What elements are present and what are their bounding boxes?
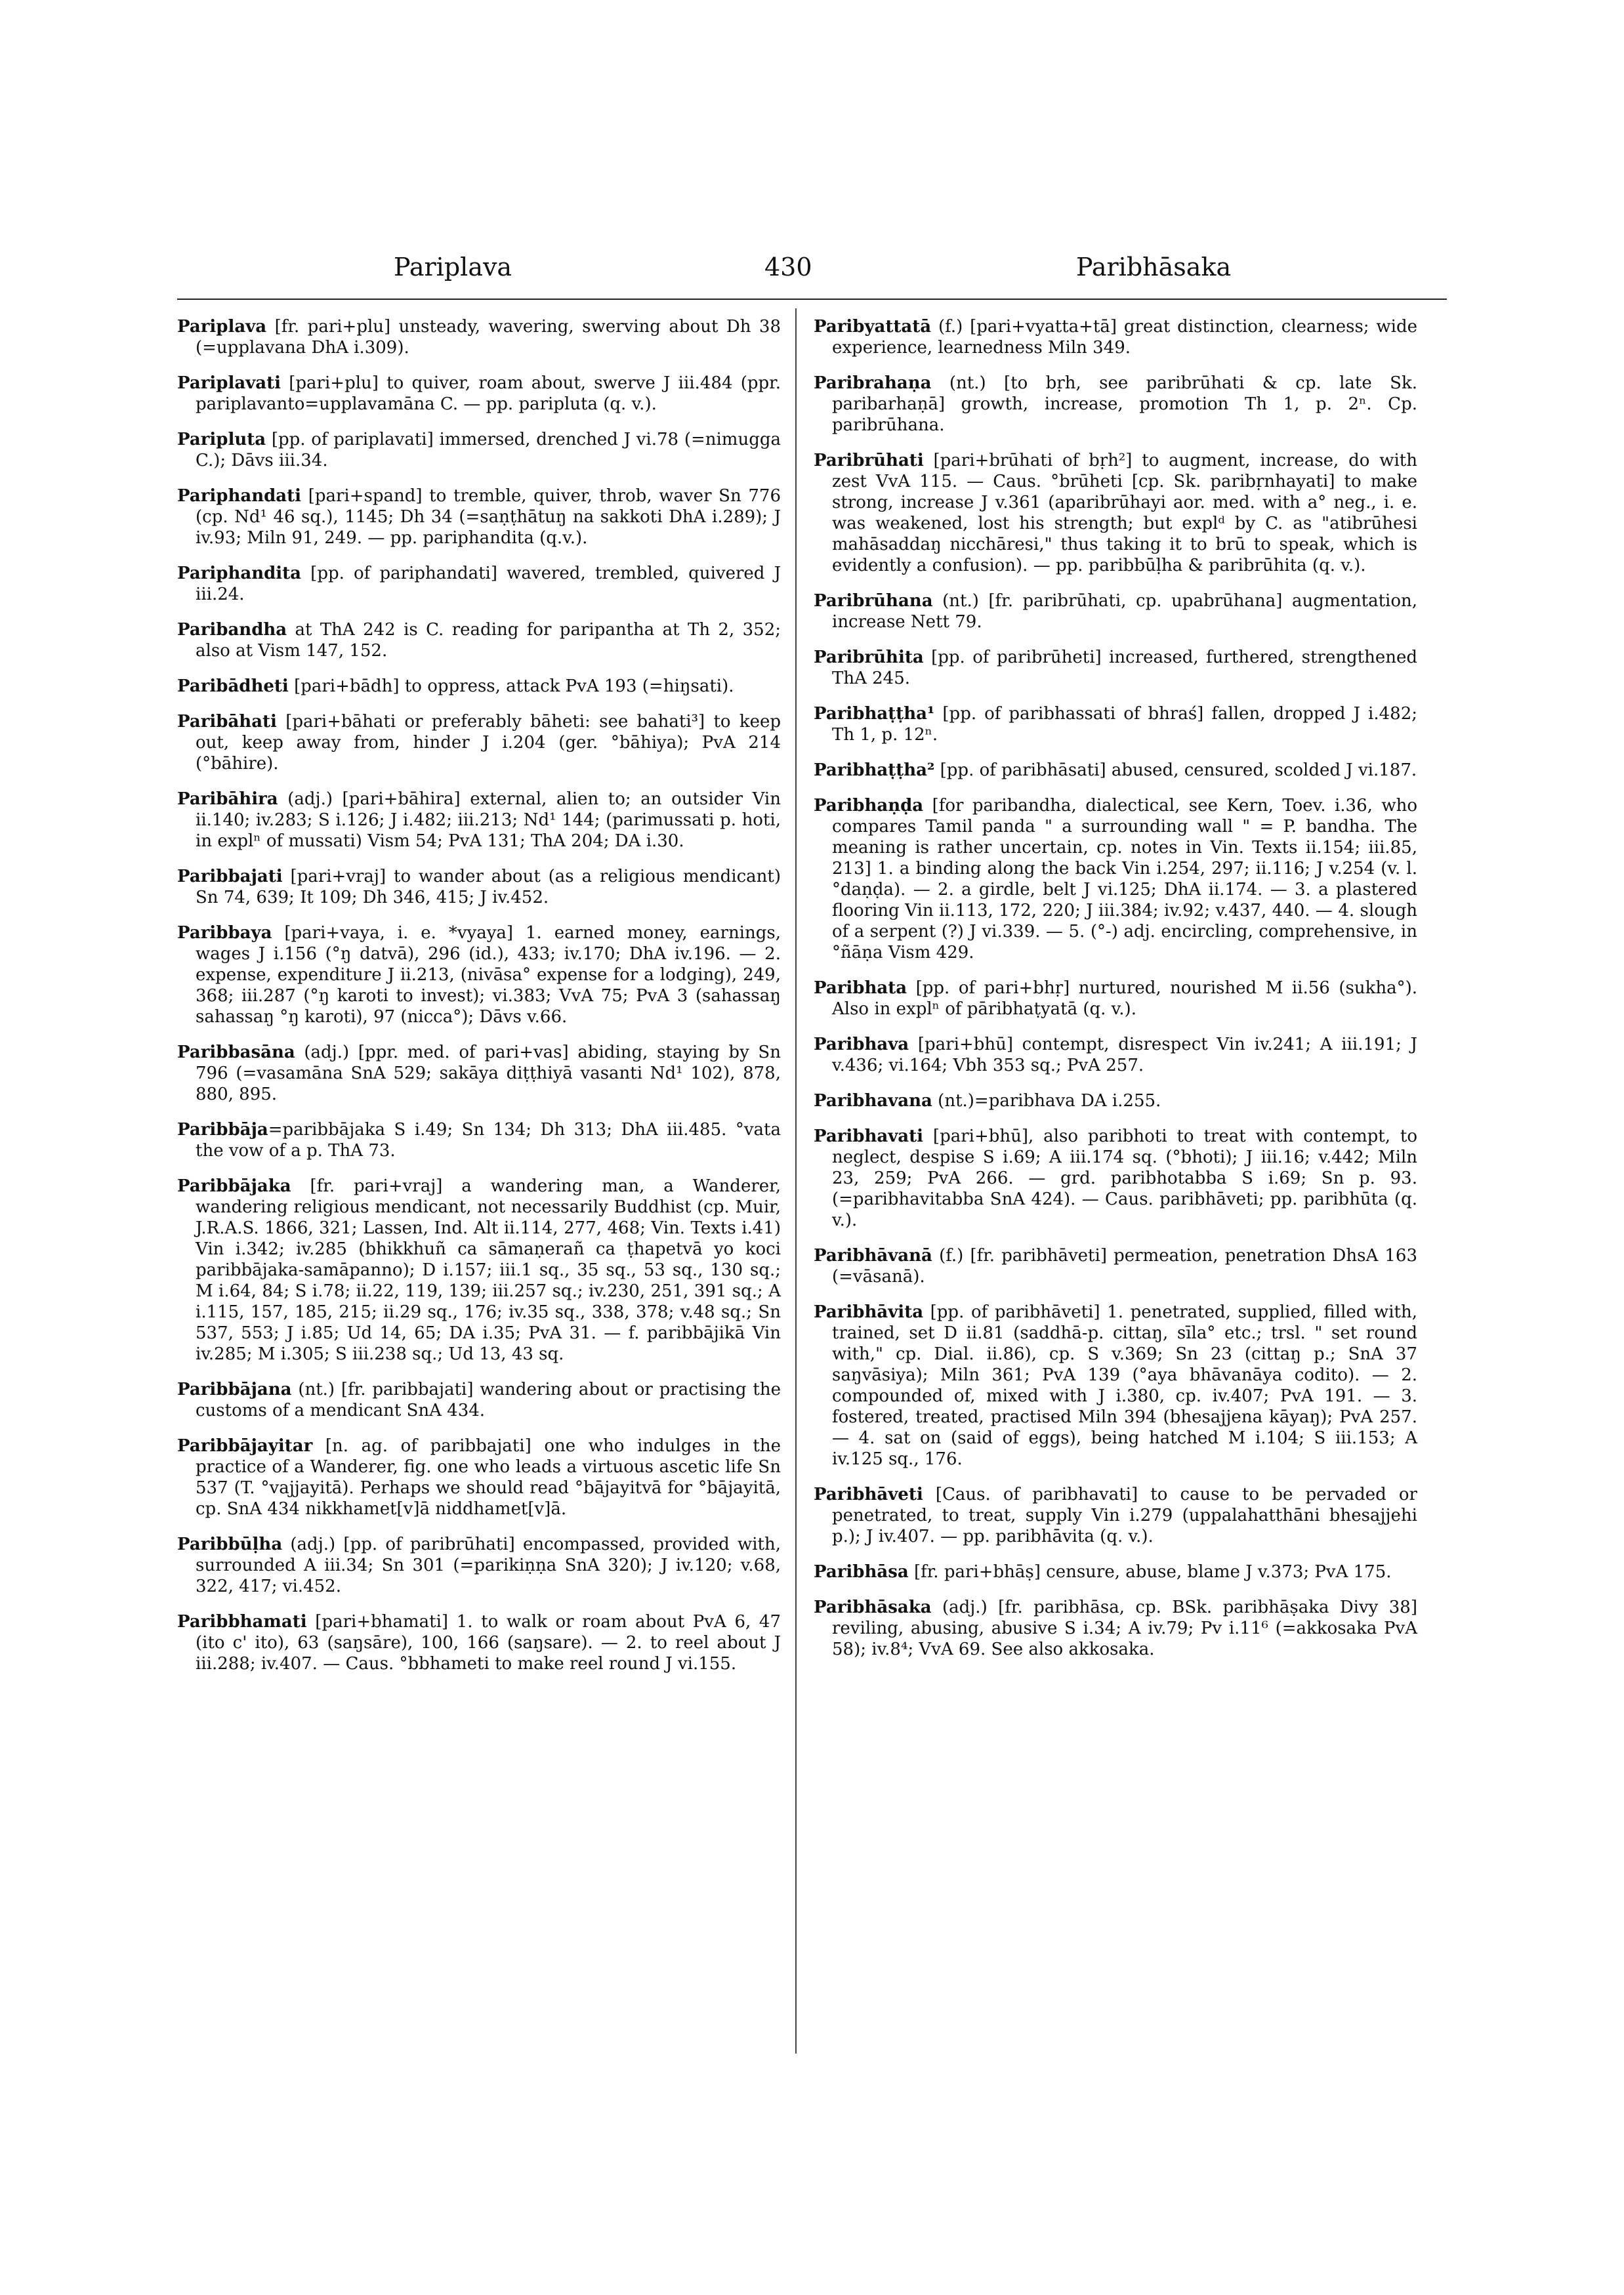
entry-headword: Paribbūḷha <box>177 1535 283 1554</box>
entry-headword: Paribhavana <box>814 1091 932 1111</box>
entry-definition: [fr. pari+bhāṣ] censure, abuse, blame J v.373; PvA 175. <box>908 1562 1392 1582</box>
entry-definition: [pari+bhū] contempt, disrespect Vin iv.241; A iii.191; J v.436; vi.164; Vbh 353 sq.; PvA 257. <box>832 1035 1417 1075</box>
entry-definition: [pp. of pariphandati] wavered, trembled, quivered J iii.24. <box>196 564 781 604</box>
dictionary-entry <box>814 1034 1417 1076</box>
entry-definition: (adj.) [ppr. med. of pari+vas] abiding, staying by Sn 796 (=vasamāna SnA 529; sakāya diṭṭhiyā vasanti Nd¹ 102), 878, 880, 895. <box>196 1043 781 1104</box>
dictionary-entry <box>177 316 781 358</box>
dictionary-entry <box>177 563 781 605</box>
entry-headword: Paribhāvita <box>814 1302 924 1322</box>
entry-headword: Paribāhira <box>177 789 278 809</box>
entry-headword: Paribbājaka <box>177 1176 291 1196</box>
entry-definition: [pp. of pari+bhṛ] nurtured, nourished M ii.56 (sukha°). Also in explⁿ of pāribhaṭyatā (q. v.). <box>832 978 1417 1019</box>
entry-headword: Paribhaṭṭha¹ <box>814 704 935 724</box>
entry-definition: [fr. pari+plu] unsteady, wavering, swerving about Dh 38 (=upplavana DhA i.309). <box>196 317 781 358</box>
dictionary-entry <box>814 703 1417 745</box>
dictionary-entry <box>814 1561 1417 1582</box>
dictionary-entry <box>814 316 1417 358</box>
dictionary-entry <box>177 866 781 908</box>
dictionary-entry <box>177 1534 781 1597</box>
dictionary-entry <box>177 922 781 1027</box>
entry-definition: [pp. of paribrūheti] increased, furthered, strengthened ThA 245. <box>832 648 1417 688</box>
dictionary-entry <box>814 760 1417 781</box>
entry-definition: at ThA 242 is C. reading for paripantha at Th 2, 352; also at Vism 147, 152. <box>196 620 781 661</box>
entry-headword: Paribbasāna <box>177 1043 295 1062</box>
entry-headword: Paribbāja <box>177 1120 268 1140</box>
dictionary-entry <box>177 486 781 548</box>
dictionary-entry <box>177 1436 781 1520</box>
column-divider <box>795 308 797 2054</box>
entry-definition: [pp. of paribhāsati] abused, censured, scolded J vi.187. <box>934 760 1417 780</box>
entry-headword: Paribyattatā <box>814 317 932 337</box>
entry-definition: [pari+vaya, i. e. *vyaya] 1. earned money, earnings, wages J i.156 (°ŋ datvā), 296 (id.), 433; iv.170; DhA iv.196. — 2. expense, expenditure J ii.213, (nivāsa° expense for a lodging), 249, 368; iii.287 (°ŋ karoti to invest); vi.383; VvA 75; PvA 3 (sahassaŋ sahassaŋ °ŋ karoti), 97 (nicca°); Dāvs v.66. <box>196 923 781 1027</box>
dictionary-entry <box>177 1042 781 1105</box>
entry-headword: Paribbājayitar <box>177 1436 313 1456</box>
entry-headword: Paribhava <box>814 1035 909 1054</box>
dictionary-entry <box>814 1484 1417 1547</box>
dictionary-entry <box>177 619 781 661</box>
dictionary-entry <box>814 373 1417 436</box>
entry-definition: (adj.) [pp. of paribrūhati] encompassed, provided with, surrounded A iii.34; Sn 301 (=parikiṇṇa SnA 320); J iv.120; v.68, 322, 417; vi.452. <box>196 1535 781 1596</box>
entry-headword: Paribāhati <box>177 712 277 732</box>
entry-headword: Paribhaṭṭha² <box>814 760 935 780</box>
entry-headword: Pariphandati <box>177 486 302 506</box>
entry-definition: [pari+vraj] to wander about (as a religious mendicant) Sn 74, 639; It 109; Dh 346, 415; J iv.452. <box>196 867 781 907</box>
right-column <box>814 316 1417 1674</box>
entry-headword: Pariphandita <box>177 564 302 583</box>
entry-headword: Paribhaṇḍa <box>814 796 924 816</box>
dictionary-entry <box>814 450 1417 576</box>
entry-definition: [pari+bādh] to oppress, attack PvA 193 (=hiŋsati). <box>288 676 734 696</box>
entry-definition: [n. ag. of paribbajati] one who indulges in the practice of a Wanderer, fig. one who leads a virtuous ascetic life Sn 537 (T. °vajjayitā). Perhaps we should read °bājayitvā for °bājayitā, cp. SnA 434 nikkhamet[v]ā niddhamet[v]ā. <box>196 1436 781 1519</box>
dictionary-entry <box>177 429 781 471</box>
entry-definition: [for paribandha, dialectical, see Kern, Toev. i.36, who compares Tamil panda " a surrounding wall " = P. bandha. The meaning is rather uncertain, cp. notes in Vin. Texts ii.154; iii.85, 213] 1. a binding along the back Vin i.254, 297; ii.116; J v.254 (v. l. °daṇḍa). — 2. a girdle, belt J vi.125; DhA ii.174. — 3. a plastered flooring Vin ii.113, 172, 220; J iii.384; iv.92; v.437, 440. — 4. slough of a serpent (?) J vi.339. — 5. (°-) adj. encircling, comprehensive, in °ñāṇa Vism 429. <box>832 796 1417 962</box>
dictionary-entry <box>814 590 1417 632</box>
entry-headword: Paribbājana <box>177 1380 292 1399</box>
dictionary-entry <box>814 795 1417 963</box>
entry-definition: [pari+brūhati of bṛh²] to augment, increase, do with zest VvA 115. — Caus. °brūheti [cp. Sk. paribṛnhayati] to make strong, increase J v.361 (aparibrūhayi aor. med. with a° neg., i. e. was weakened, lost his strength; but explᵈ by C. as "atibrūhesi mahāsaddaŋ nicchāresi," thus taking it to brū to speak, which is evidently a confusion). — pp. paribbūḷha & paribrūhita (q. v.). <box>832 451 1417 575</box>
entry-definition: [Caus. of paribhavati] to cause to be pervaded or penetrated, to treat, supply Vin i.279 (uppalahatthāni bhesajjehi p.); J iv.407. — pp. paribhāvita (q. v.). <box>832 1485 1417 1546</box>
dictionary-entry <box>814 1126 1417 1231</box>
entry-headword: Paribhāsa <box>814 1562 909 1582</box>
dictionary-entry <box>177 789 781 852</box>
entry-definition: =paribbājaka S i.49; Sn 134; Dh 313; DhA iii.485. °vata the vow of a p. ThA 73. <box>196 1120 781 1161</box>
entry-headword: Paribhāveti <box>814 1485 923 1504</box>
entry-headword: Paribrūhita <box>814 648 924 667</box>
dictionary-entry <box>177 676 781 697</box>
dictionary-entry <box>814 647 1417 689</box>
dictionary-entry <box>814 1090 1417 1111</box>
running-head-left: Pariplava <box>394 253 512 281</box>
entry-definition: [pp. of pariplavati] immersed, drenched J vi.78 (=nimugga C.); Dāvs iii.34. <box>196 430 781 470</box>
entry-headword: Pariplava <box>177 317 267 337</box>
entry-definition: [pari+bāhati or preferably bāheti: see bahati³] to keep out, keep away from, hinder J i.204 (ger. °bāhiya); PvA 214 (°bāhire). <box>196 712 781 774</box>
dictionary-entry <box>177 373 781 415</box>
entry-definition: [fr. pari+vraj] a wandering man, a Wanderer, wandering religious mendicant, not necessarily Buddhist (cp. Muir, J.R.A.S. 1866, 321; Lassen, Ind. Alt ii.114, 277, 468; Vin. Texts i.41) Vin i.342; iv.285 (bhikkhuñ ca sāmaṇerañ ca ṭhapetvā yo koci paribbājaka-samāpanno); D i.157; iii.1 sq., 35 sq., 53 sq., 130 sq.; M i.64, 84; S i.78; ii.22, 119, 139; iii.257 sq.; iv.230, 251, 391 sq.; A i.115, 157, 185, 215; ii.29 sq., 176; iv.35 sq., 338, 378; v.48 sq.; Sn 537, 553; J i.85; Ud 14, 65; DA i.35; PvA 31. — f. paribbājikā Vin iv.285; M i.305; S iii.238 sq.; Ud 13, 43 sq. <box>196 1176 781 1364</box>
page-number: 430 <box>764 253 812 281</box>
entry-headword: Paribbajati <box>177 867 283 886</box>
entry-definition: [pp. of paribhassati of bhraś] fallen, dropped J i.482; Th 1, p. 12ⁿ. <box>832 704 1417 745</box>
dictionary-entry <box>814 978 1417 1020</box>
entry-definition: [pari+plu] to quiver, roam about, swerve J iii.484 (ppr. pariplavanto=upplavamāna C. — pp. paripluta (q. v.). <box>196 373 781 414</box>
entry-definition: [pari+bhū], also paribhoti to treat with contempt, to neglect, despise S i.69; A iii.174 sq. (°bhoti); J iii.16; v.442; Miln 23, 259; PvA 266. — grd. paribhotabba S i.69; Sn p. 93. (=paribhavitabba SnA 424). — Caus. paribhāveti; pp. paribhūta (q. v.). <box>832 1127 1417 1230</box>
entry-definition: [pari+spand] to tremble, quiver, throb, waver Sn 776 (cp. Nd¹ 46 sq.), 1145; Dh 34 (=saṇṭhātuŋ na sakkoti DhA i.289); J iv.93; Miln 91, 249. — pp. pariphandita (q.v.). <box>196 486 781 548</box>
entry-headword: Paribandha <box>177 620 287 640</box>
dictionary-entry <box>177 1611 781 1674</box>
entry-headword: Paripluta <box>177 430 266 449</box>
entry-definition: (f.) [fr. paribhāveti] permeation, penetration DhsA 163 (=vāsanā). <box>832 1246 1417 1287</box>
dictionary-entry <box>814 1245 1417 1287</box>
entry-headword: Paribhāvanā <box>814 1246 932 1266</box>
dictionary-entry <box>177 1176 781 1365</box>
entry-headword: Paribrūhati <box>814 451 924 470</box>
entry-headword: Paribhavati <box>814 1127 924 1146</box>
entry-definition: (nt.) [fr. paribrūhati, cp. upabrūhana] augmentation, increase Nett 79. <box>832 591 1417 632</box>
header-rule <box>177 299 1447 300</box>
left-column <box>177 316 781 1689</box>
entry-headword: Paribādheti <box>177 676 289 696</box>
entry-definition: [pari+bhamati] 1. to walk or roam about PvA 6, 47 (ito c' ito), 63 (saŋsāre), 100, 166 (saŋsare). — 2. to reel about J iii.288; iv.407. — Caus. °bbhameti to make reel round J vi.155. <box>196 1612 781 1674</box>
entry-definition: [pp. of paribhāveti] 1. penetrated, supplied, filled with, trained, set D ii.81 (saddhā-p. cittaŋ, sīla° etc.; trsl. " set round with," cp. Dial. ii.86), cp. S v.369; Sn 23 (cittaŋ p.; SnA 37 saŋvāsiya); Miln 361; PvA 139 (°aya bhāvanāya codito). — 2. compounded of, mixed with J i.380, cp. iv.407; PvA 191. — 3. fostered, treated, practised Miln 394 (bhesajjena kāyaŋ); PvA 257. — 4. sat on (said of eggs), being hatched M i.104; S iii.153; A iv.125 sq., 176. <box>832 1302 1417 1469</box>
entry-headword: Paribrahaṇa <box>814 373 932 393</box>
entry-headword: Paribbaya <box>177 923 272 943</box>
dictionary-entry <box>814 1302 1417 1470</box>
entry-headword: Pariplavati <box>177 373 281 393</box>
entry-definition: (adj.) [fr. paribhāsa, cp. BSk. paribhāṣaka Divy 38] reviling, abusing, abusive S i.34; A iv.79; Pv i.11⁶ (=akkosaka PvA 58); iv.8⁴; VvA 69. See also akkosaka. <box>832 1598 1417 1659</box>
entry-definition: (adj.) [pari+bāhira] external, alien to; an outsider Vin ii.140; iv.283; S i.126; J i.482; iii.213; Nd¹ 144; (parimussati p. hoti, in explⁿ of mussati) Vism 54; PvA 131; ThA 204; DA i.30. <box>196 789 781 851</box>
dictionary-entry <box>814 1597 1417 1660</box>
entry-definition: (f.) [pari+vyatta+tā] great distinction, clearness; wide experience, learnedness Miln 349. <box>832 317 1417 358</box>
entry-definition: (nt.)=paribhava DA i.255. <box>932 1091 1161 1111</box>
dictionary-entry <box>177 1379 781 1421</box>
entry-headword: Paribbhamati <box>177 1612 307 1632</box>
entry-definition: (nt.) [fr. paribbajati] wandering about or practising the customs of a mendicant SnA 434. <box>196 1380 781 1420</box>
entry-headword: Paribrūhana <box>814 591 933 611</box>
running-head-right: Paribhāsaka <box>1076 253 1232 281</box>
entry-headword: Paribhata <box>814 978 907 998</box>
dictionary-entry <box>177 1119 781 1161</box>
page-header <box>177 253 1447 299</box>
entry-headword: Paribhāsaka <box>814 1598 932 1617</box>
dictionary-entry <box>177 711 781 774</box>
entry-definition: (nt.) [to bṛh, see paribrūhati & cp. late Sk. paribarhaṇā] growth, increase, promotion Th 1, p. 2ⁿ. Cp. paribrūhana. <box>832 373 1417 435</box>
